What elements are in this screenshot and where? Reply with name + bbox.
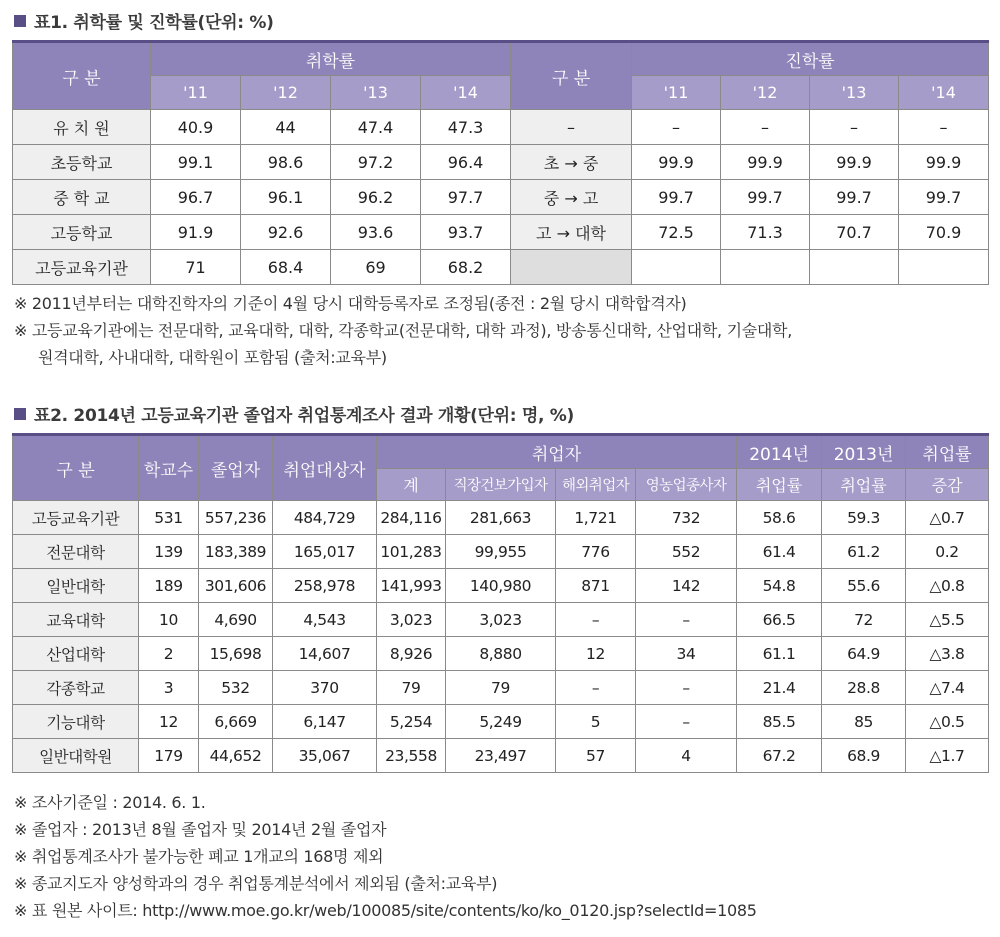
table-cell: 59.3	[822, 501, 906, 535]
year-header: '13	[810, 76, 899, 110]
row-label: 각종학교	[13, 671, 139, 705]
table-cell: 70.9	[899, 215, 989, 250]
note: ※ 졸업자 : 2013년 8월 졸업자 및 2014년 2월 졸업자	[14, 820, 387, 839]
row-label: 중 학 교	[13, 180, 151, 215]
row-label: 고등학교	[13, 215, 151, 250]
insured-header: 직장건보가입자	[446, 469, 556, 501]
table-cell: 57	[556, 739, 636, 773]
table-cell: 70.7	[810, 215, 899, 250]
table-cell: 484,729	[273, 501, 377, 535]
change-subheader: 증감	[906, 469, 989, 501]
table-cell: 69	[331, 250, 421, 285]
table-cell	[632, 250, 721, 285]
rate2013-subheader: 취업률	[822, 469, 906, 501]
table2-notes	[14, 789, 757, 924]
employment-table	[12, 433, 989, 773]
schools-header: 학교수	[139, 435, 199, 501]
row-label: 일반대학원	[13, 739, 139, 773]
table-cell: △7.4	[906, 671, 989, 705]
table-cell: 301,606	[199, 569, 273, 603]
bullet-square-icon	[14, 408, 26, 420]
year-header: '11	[151, 76, 241, 110]
table-cell: –	[636, 671, 737, 705]
table-row	[13, 569, 989, 603]
table-cell: 67.2	[737, 739, 822, 773]
source-url-note: ※ 표 원본 사이트: http://www.moe.go.kr/web/100085/site/contents/ko/ko_0120.jsp?selectId=1085	[14, 901, 757, 920]
table-cell: 732	[636, 501, 737, 535]
table-cell: 97.7	[421, 180, 511, 215]
table-cell: 4	[636, 739, 737, 773]
table-row	[13, 110, 989, 145]
table-cell: 68.4	[241, 250, 331, 285]
table-cell: 15,698	[199, 637, 273, 671]
table-cell	[721, 250, 810, 285]
table-cell: 99.7	[899, 180, 989, 215]
table-cell: –	[636, 603, 737, 637]
table-cell: 5,249	[446, 705, 556, 739]
table-cell: △1.7	[906, 739, 989, 773]
overseas-header: 해외취업자	[556, 469, 636, 501]
year-header: '12	[241, 76, 331, 110]
table-cell: 8,926	[377, 637, 446, 671]
row-label: 초등학교	[13, 145, 151, 180]
table-cell: 871	[556, 569, 636, 603]
table-cell: 12	[139, 705, 199, 739]
table-cell: 91.9	[151, 215, 241, 250]
table-cell: 61.1	[737, 637, 822, 671]
table-cell: 3	[139, 671, 199, 705]
table-cell: 93.7	[421, 215, 511, 250]
table-cell: –	[899, 110, 989, 145]
table-cell: 96.7	[151, 180, 241, 215]
table-cell: △3.8	[906, 637, 989, 671]
bullet-square-icon	[14, 15, 26, 27]
table-cell: 14,607	[273, 637, 377, 671]
table1-notes	[14, 290, 792, 371]
table-cell: 72.5	[632, 215, 721, 250]
enrollment-table	[12, 40, 989, 285]
table-cell: 99.7	[810, 180, 899, 215]
progress-header: 진학률	[632, 42, 989, 76]
table-row	[13, 739, 989, 773]
table-cell: –	[556, 603, 636, 637]
table-cell: 44	[241, 110, 331, 145]
note: 원격대학, 사내대학, 대학원이 포함됨 (출처:교육부)	[38, 348, 387, 367]
year-header: '14	[421, 76, 511, 110]
table-cell: 97.2	[331, 145, 421, 180]
table-cell: 55.6	[822, 569, 906, 603]
table-cell: 183,389	[199, 535, 273, 569]
table-cell: 23,497	[446, 739, 556, 773]
table-cell: 258,978	[273, 569, 377, 603]
table-cell: 142	[636, 569, 737, 603]
table-cell: 99.7	[721, 180, 810, 215]
table-cell: 101,283	[377, 535, 446, 569]
table-cell: –	[721, 110, 810, 145]
row-label: 초 → 중	[511, 145, 632, 180]
table-cell: 99.7	[632, 180, 721, 215]
table-row	[13, 705, 989, 739]
table-cell: 1,721	[556, 501, 636, 535]
change-header: 취업률	[906, 435, 989, 469]
table-cell: 85.5	[737, 705, 822, 739]
table-cell: 79	[446, 671, 556, 705]
table-cell: 34	[636, 637, 737, 671]
row-label: 유 치 원	[13, 110, 151, 145]
table-cell: 139	[139, 535, 199, 569]
row-label: 전문대학	[13, 535, 139, 569]
table-cell: 99.9	[810, 145, 899, 180]
table-cell: 189	[139, 569, 199, 603]
table-cell: 98.6	[241, 145, 331, 180]
table-cell: 99,955	[446, 535, 556, 569]
table-row	[13, 501, 989, 535]
table-cell	[899, 250, 989, 285]
farming-header: 영농업종사자	[636, 469, 737, 501]
table-row	[13, 250, 989, 285]
rate2014-header: 2014년	[737, 435, 822, 469]
row-label: 산업대학	[13, 637, 139, 671]
table-cell: 557,236	[199, 501, 273, 535]
table-cell: –	[636, 705, 737, 739]
table-row	[13, 603, 989, 637]
table-cell: 35,067	[273, 739, 377, 773]
table-cell: 68.9	[822, 739, 906, 773]
table-cell: 71	[151, 250, 241, 285]
table-cell: 72	[822, 603, 906, 637]
table-cell	[810, 250, 899, 285]
year-header: '14	[899, 76, 989, 110]
table-cell: △0.8	[906, 569, 989, 603]
employable-header: 취업대상자	[273, 435, 377, 501]
table-cell: 165,017	[273, 535, 377, 569]
table-row	[13, 215, 989, 250]
table-cell: 531	[139, 501, 199, 535]
table-cell: △0.5	[906, 705, 989, 739]
table-cell: –	[556, 671, 636, 705]
table-cell: 54.8	[737, 569, 822, 603]
table-cell: 4,543	[273, 603, 377, 637]
table-row	[13, 637, 989, 671]
total-header: 계	[377, 469, 446, 501]
table-cell: 179	[139, 739, 199, 773]
row-label: 일반대학	[13, 569, 139, 603]
table-cell: 12	[556, 637, 636, 671]
table-cell: 552	[636, 535, 737, 569]
table-row	[13, 671, 989, 705]
table-cell: 61.4	[737, 535, 822, 569]
note: ※ 취업통계조사가 불가능한 폐교 1개교의 168명 제외	[14, 847, 384, 866]
table-cell: 5	[556, 705, 636, 739]
table-cell: △5.5	[906, 603, 989, 637]
row-label: 중 → 고	[511, 180, 632, 215]
row-label: –	[511, 110, 632, 145]
table-cell: 370	[273, 671, 377, 705]
table-cell: 0.2	[906, 535, 989, 569]
table-cell: 4,690	[199, 603, 273, 637]
table-cell: 44,652	[199, 739, 273, 773]
table-cell: 99.9	[721, 145, 810, 180]
table-cell: 96.4	[421, 145, 511, 180]
table-cell: 23,558	[377, 739, 446, 773]
table-cell: 140,980	[446, 569, 556, 603]
table-cell: 68.2	[421, 250, 511, 285]
table-cell: 5,254	[377, 705, 446, 739]
table-row	[13, 535, 989, 569]
table-cell: 281,663	[446, 501, 556, 535]
table-cell: 71.3	[721, 215, 810, 250]
table-cell: 776	[556, 535, 636, 569]
row-label: 고 → 대학	[511, 215, 632, 250]
table-cell: 40.9	[151, 110, 241, 145]
year-header: '13	[331, 76, 421, 110]
table-cell: 8,880	[446, 637, 556, 671]
table-cell: 99.9	[632, 145, 721, 180]
table-cell: 47.3	[421, 110, 511, 145]
row-label: 기능대학	[13, 705, 139, 739]
rate2014-subheader: 취업률	[737, 469, 822, 501]
table-cell: 141,993	[377, 569, 446, 603]
table-cell: 79	[377, 671, 446, 705]
table-cell: 92.6	[241, 215, 331, 250]
table-cell: –	[632, 110, 721, 145]
table-cell: –	[810, 110, 899, 145]
table-row	[13, 180, 989, 215]
note: ※ 조사기준일 : 2014. 6. 1.	[14, 793, 206, 812]
category-header: 구 분	[13, 435, 139, 501]
rate2013-header: 2013년	[822, 435, 906, 469]
table-cell: 6,147	[273, 705, 377, 739]
table-cell: 96.2	[331, 180, 421, 215]
year-header: '12	[721, 76, 810, 110]
table-cell: 532	[199, 671, 273, 705]
table-cell: 64.9	[822, 637, 906, 671]
enrollment-header: 취학률	[151, 42, 511, 76]
table-cell: 66.5	[737, 603, 822, 637]
note: ※ 2011년부터는 대학진학자의 기준이 4월 당시 대학등록자로 조정됨(종전 : 2월 당시 대학합격자)	[14, 294, 687, 313]
row-label: 고등교육기관	[13, 501, 139, 535]
table2-title: 표2. 2014년 고등교육기관 졸업자 취업통계조사 결과 개황(단위: 명, %)	[14, 401, 574, 426]
table-cell: 93.6	[331, 215, 421, 250]
row-label: 교육대학	[13, 603, 139, 637]
table-cell: 99.1	[151, 145, 241, 180]
category-header-right: 구 분	[511, 42, 632, 110]
note: ※ 종교지도자 양성학과의 경우 취업통계분석에서 제외됨 (출처:교육부)	[14, 874, 498, 893]
table-cell: 99.9	[899, 145, 989, 180]
table-cell: 284,116	[377, 501, 446, 535]
table-cell: 6,669	[199, 705, 273, 739]
table-cell: 3,023	[446, 603, 556, 637]
note: ※ 고등교육기관에는 전문대학, 교육대학, 대학, 각종학교(전문대학, 대학 과정), 방송통신대학, 산업대학, 기술대학,	[14, 321, 793, 340]
row-label: 고등교육기관	[13, 250, 151, 285]
table-cell: 3,023	[377, 603, 446, 637]
category-header: 구 분	[13, 42, 151, 110]
table-cell: 96.1	[241, 180, 331, 215]
employed-header: 취업자	[377, 435, 737, 469]
year-header: '11	[632, 76, 721, 110]
row-label	[511, 250, 632, 285]
table-cell: 47.4	[331, 110, 421, 145]
graduates-header: 졸업자	[199, 435, 273, 501]
table-cell: 85	[822, 705, 906, 739]
table-cell: 58.6	[737, 501, 822, 535]
table-cell: 21.4	[737, 671, 822, 705]
table1-title: 표1. 취학률 및 진학률(단위: %)	[14, 8, 274, 33]
table-cell: 2	[139, 637, 199, 671]
table-cell: 28.8	[822, 671, 906, 705]
table-cell: △0.7	[906, 501, 989, 535]
table-cell: 61.2	[822, 535, 906, 569]
table-row	[13, 145, 989, 180]
table-cell: 10	[139, 603, 199, 637]
